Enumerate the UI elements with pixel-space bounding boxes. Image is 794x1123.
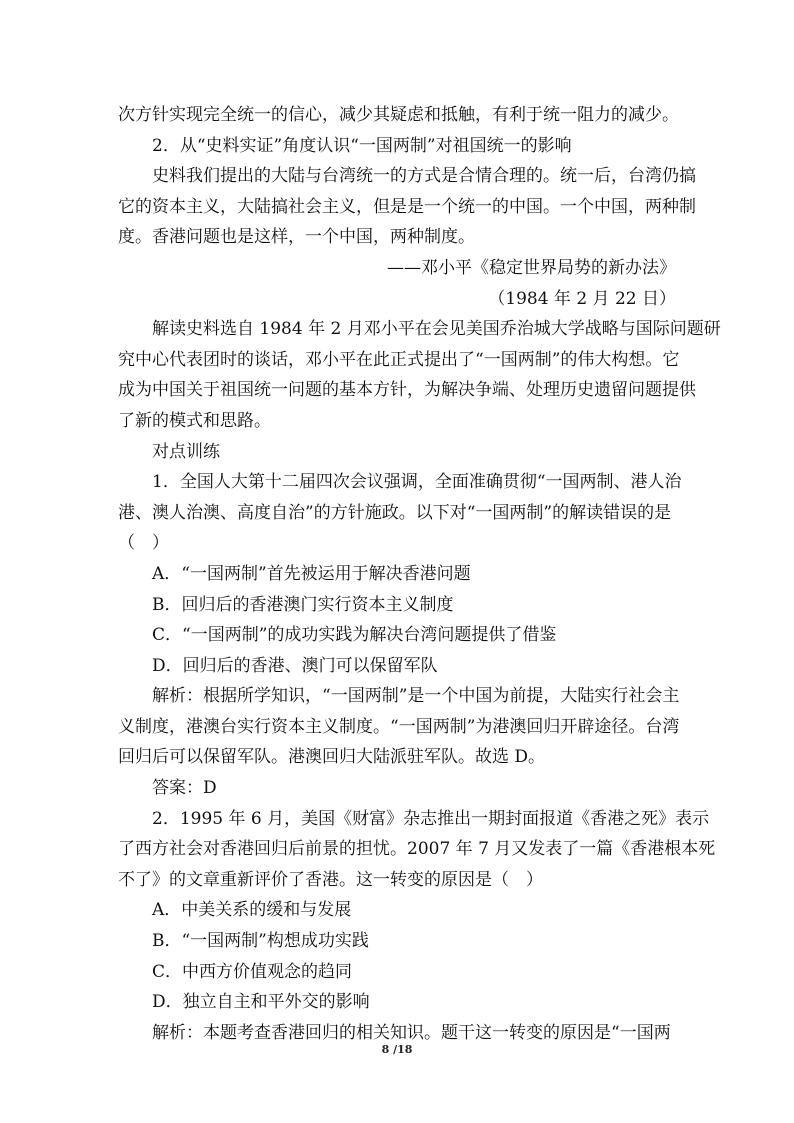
question-2-option-d: D．独立自主和平外交的影响 xyxy=(152,992,370,1013)
question-2-option-b: B．“一国两制”构想成功实践 xyxy=(152,931,369,952)
document-body xyxy=(118,100,721,1048)
question-1-option-a: A．“一国两制”首先被运用于解决香港问题 xyxy=(152,563,471,584)
quote-attribution: ——邓小平《稳定世界局势的新办法》 xyxy=(387,257,676,278)
question-1-option-d: D．回归后的香港、澳门可以保留军队 xyxy=(152,655,438,676)
question-1-option-c: C．“一国两制”的成功实践为解决台湾问题提供了借鉴 xyxy=(152,625,557,646)
question-2-option-c: C．中西方价值观念的趋同 xyxy=(152,961,353,982)
question-1-analysis-line-2: 义制度，港澳台实行资本主义制度。“一国两制”为港澳回归开辟途径。台湾 xyxy=(118,716,680,737)
question-1-analysis-line-1: 解析：根据所学知识，“一国两制”是一个中国为前提，大陆实行社会主 xyxy=(152,686,680,707)
quote-date: （1984 年 2 月 22 日） xyxy=(488,288,676,309)
section-heading-2: 2．从“史料实证”角度认识“一国两制”对祖国统一的影响 xyxy=(152,135,572,156)
question-2-line-1: 2．1995 年 6 月，美国《财富》杂志推出一期封面报道《香港之死》表示 xyxy=(152,808,710,829)
quote-line-1: 史料我们提出的大陆与台湾统一的方式是合情合理的。统一后，台湾仍搞 xyxy=(152,166,696,187)
question-1-line-1: 1．全国人大第十二届四次会议强调，全面准确贯彻“一国两制、港人治 xyxy=(152,472,682,493)
question-2-analysis-line-1: 解析：本题考查香港回归的相关知识。题干这一转变的原因是“一国两 xyxy=(152,1022,671,1043)
page-number: 8 /18 xyxy=(381,1043,413,1056)
question-2-option-a: A．中美关系的缓和与发展 xyxy=(152,900,352,921)
question-1-analysis-line-3: 回归后可以保留军队。港澳回归大陆派驻军队。故选 D。 xyxy=(118,747,546,768)
question-2-line-3: 不了》的文章重新评价了香港。这一转变的原因是（ ） xyxy=(118,869,543,890)
quote-line-2: 它的资本主义，大陆搞社会主义，但是是一个统一的中国。一个中国，两种制 xyxy=(118,196,696,217)
interpretation-line-1: 解读史料选自 1984 年 2 月邓小平在会见美国乔治城大学战略与国际问题研 xyxy=(152,319,721,340)
question-1-option-b: B．回归后的香港澳门实行资本主义制度 xyxy=(152,594,454,615)
interpretation-line-4: 了新的模式和思路。 xyxy=(118,410,271,431)
question-1-answer: 答案：D xyxy=(152,778,217,799)
interpretation-line-2: 究中心代表团时的谈话，邓小平在此正式提出了“一国两制”的伟大构想。它 xyxy=(118,349,680,370)
practice-heading: 对点训练 xyxy=(152,441,220,462)
quote-line-3: 度。香港问题也是这样，一个中国，两种制度。 xyxy=(118,227,475,248)
text-line-continuation: 次方针实现完全统一的信心，减少其疑虑和抵触，有利于统一阻力的减少。 xyxy=(118,105,679,125)
interpretation-line-3: 成为中国关于祖国统一问题的基本方针，为解决争端、处理历史遗留问题提供 xyxy=(118,380,696,401)
question-1-blank: （ ） xyxy=(118,533,169,554)
question-1-line-2: 港、澳人治澳、高度自治”的方针施政。以下对“一国两制”的解读错误的是 xyxy=(118,502,672,523)
question-2-line-2: 了西方社会对香港回归后前景的担忧。2007 年 7 月又发表了一篇《香港根本死 xyxy=(118,839,716,860)
